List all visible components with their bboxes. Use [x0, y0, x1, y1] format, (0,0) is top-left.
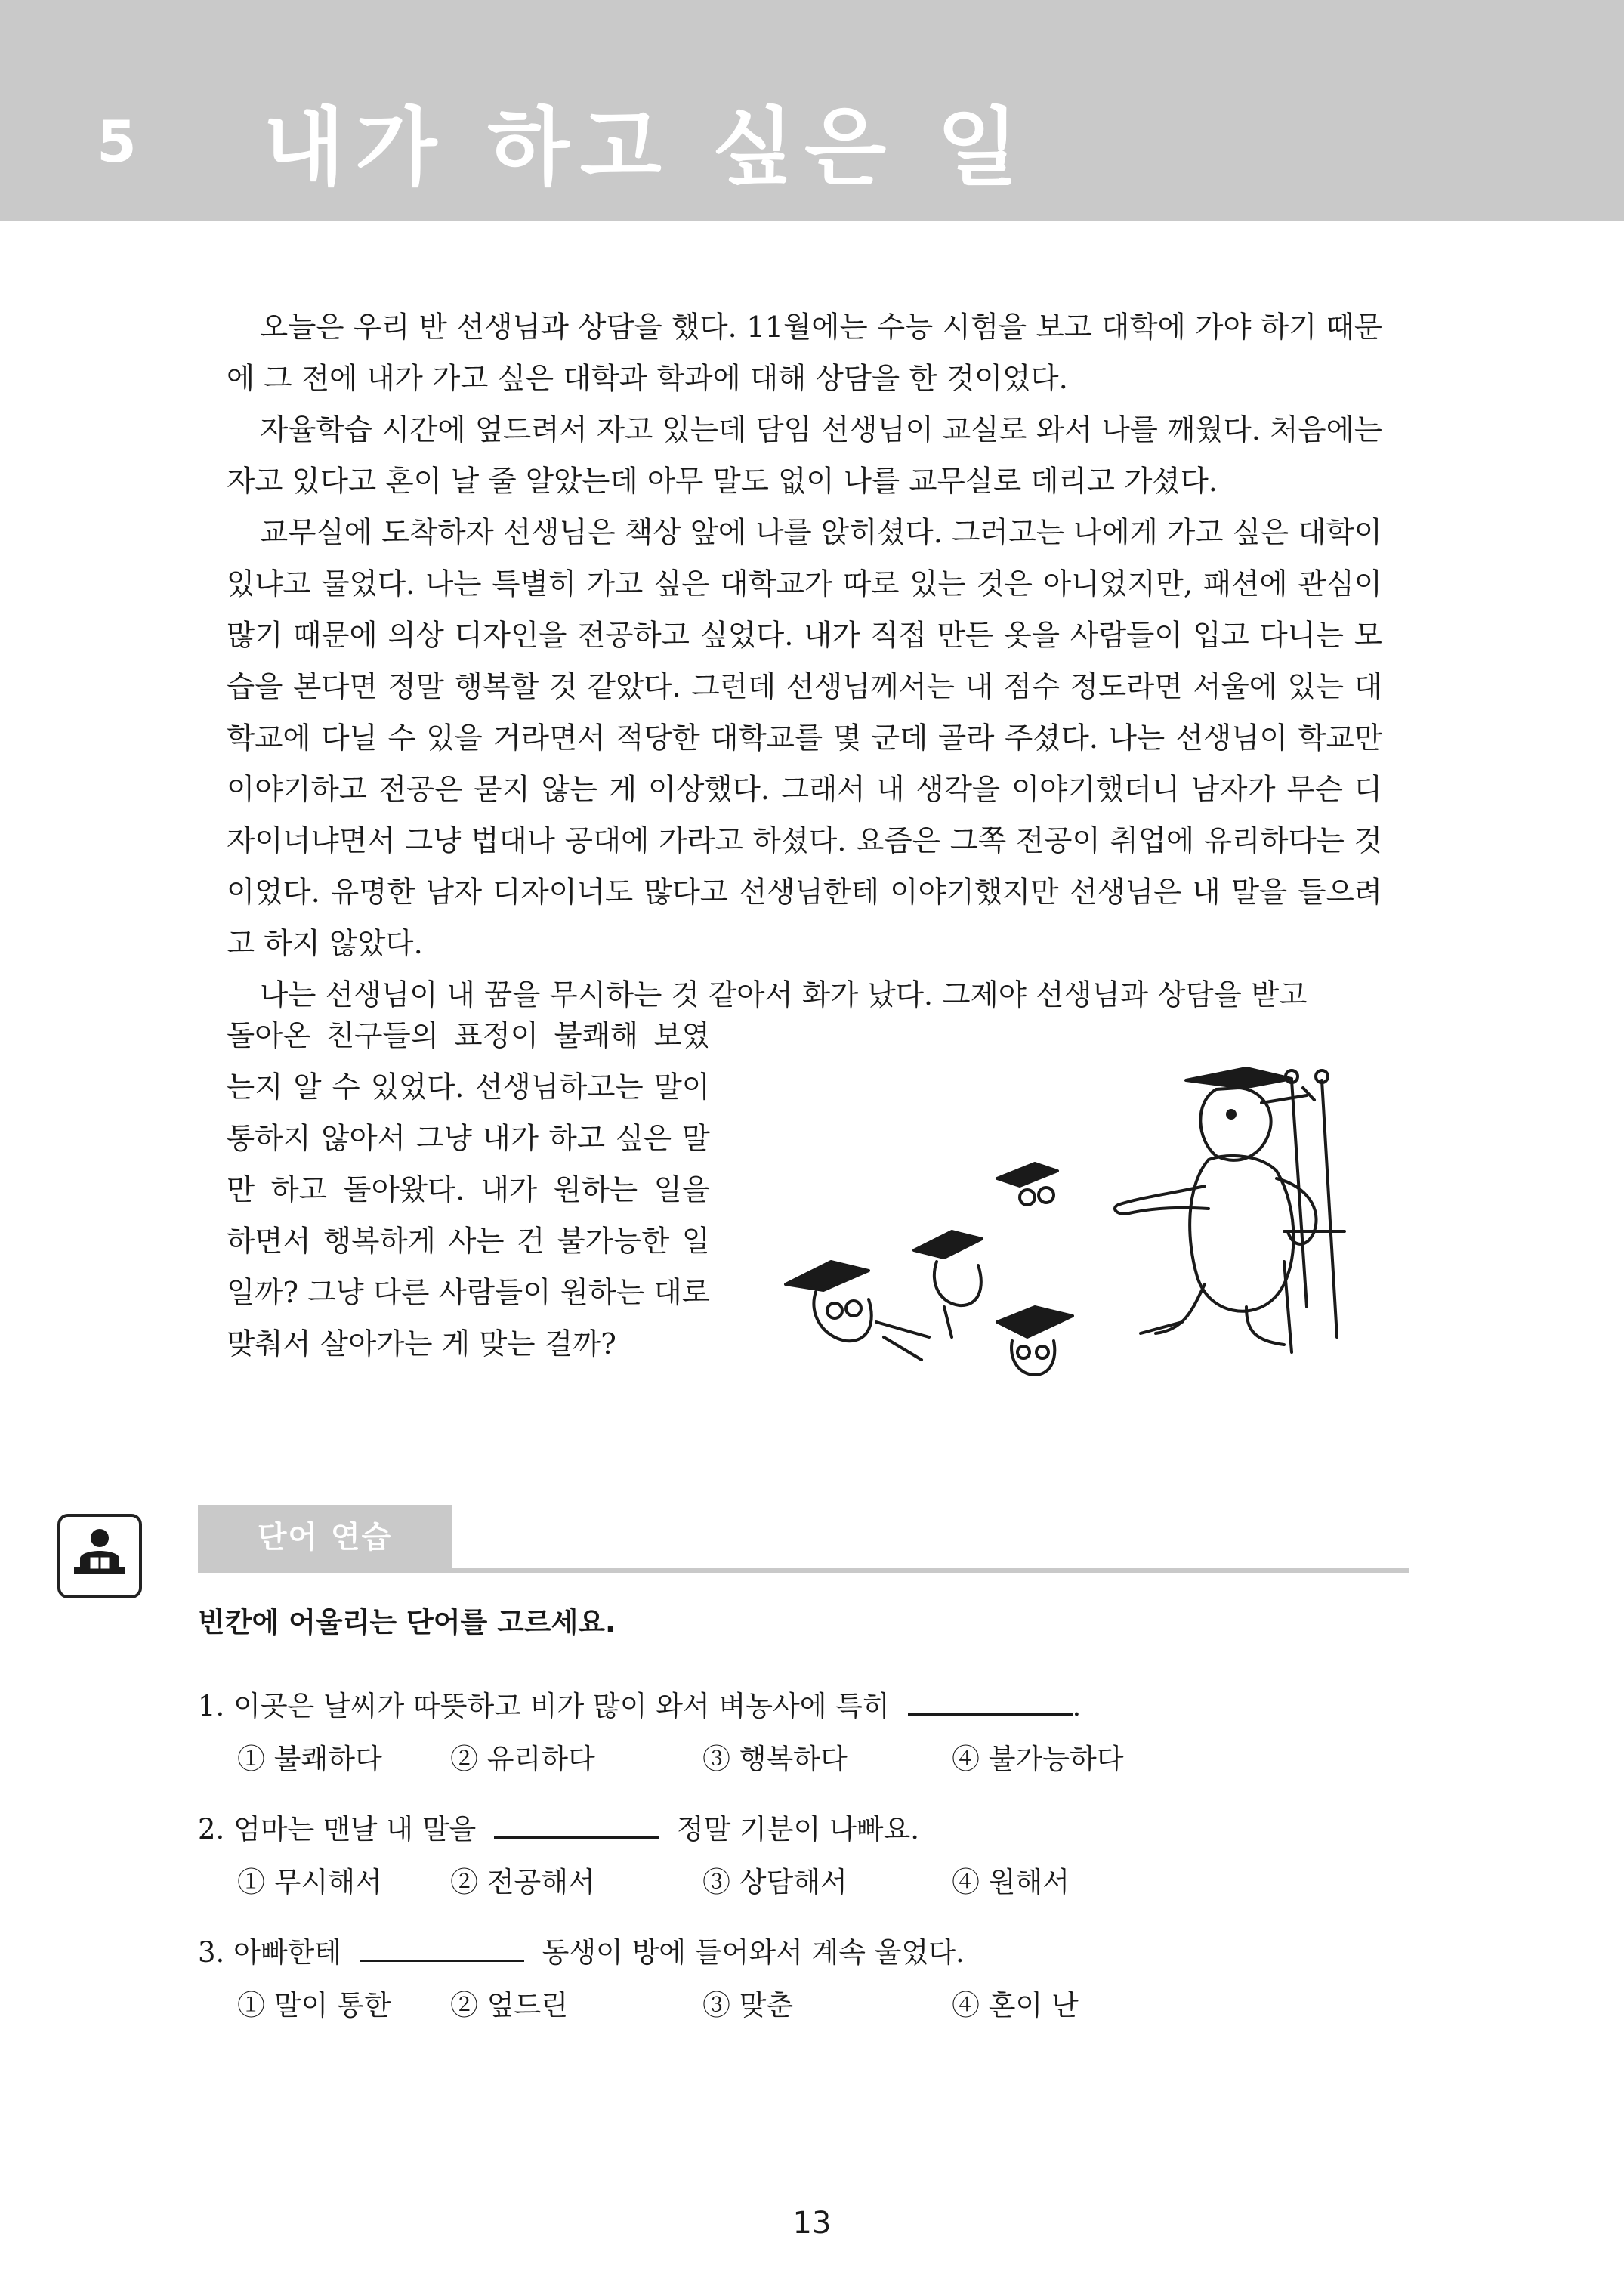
option-4: ④ 혼이 난 [952, 1989, 1079, 2022]
question-number: 3. [198, 1936, 225, 1969]
option-3: ③ 행복하다 [702, 1743, 848, 1775]
student-2 [914, 1231, 982, 1337]
vocab-instruction: 빈칸에 어울리는 단어를 고르세요. [198, 1606, 616, 1639]
student-4 [997, 1307, 1073, 1375]
teacher-bear-illustration [763, 1035, 1382, 1390]
option-1: ① 불쾌하다 [237, 1743, 382, 1775]
chapter-number: 5 [97, 108, 137, 175]
question-text-before: 아빠한테 [233, 1936, 342, 1969]
bear-head [1200, 1088, 1270, 1160]
student-3 [997, 1163, 1057, 1205]
chapter-title: 내가 하고 싶은 일 [263, 99, 1030, 197]
passage-paragraph: 오늘은 우리 반 선생님과 상담을 했다. 11월에는 수능 시험을 보고 대학에 가야 하기 때문에 그 전에 내가 가고 싶은 대학과 학과에 대해 상담을 한 것이었다. [227, 310, 1382, 396]
question-1 [198, 1685, 1406, 1784]
answer-blank [494, 1809, 659, 1839]
reading-passage [227, 302, 1382, 1021]
option-1: ① 무시해서 [237, 1866, 382, 1898]
vocab-section-label: 단어 연습 [198, 1505, 452, 1570]
student-1 [786, 1262, 929, 1360]
page-number: 13 [792, 2206, 832, 2241]
question-text-after: 정말 기분이 나빠요. [676, 1813, 920, 1846]
passage-wrap-text: 돌아온 친구들의 표정이 불쾌해 보였는지 알 수 있었다. 선생님하고는 말이 통하지 않아서 그냥 내가 하고 싶은 말만 하고 돌아왔다. 내가 원하는 일을 하면서 행복하게 사는 건 불가능한 일일까? 그냥 다른 사람들이 원하는 대로 맞춰서 살아가는 게 맞는 걸까? [227, 1019, 710, 1361]
passage-paragraph: 나는 선생님이 내 꿈을 무시하는 것 같아서 화가 났다. 그제야 선생님과 상담을 받고 [260, 978, 1308, 1012]
option-4: ④ 원해서 [952, 1866, 1070, 1898]
question-text-after: 동생이 방에 들어와서 계속 울었다. [542, 1936, 965, 1969]
question-text-after: . [1072, 1690, 1082, 1722]
option-2: ② 전공해서 [450, 1866, 595, 1898]
question-number: 2. [198, 1813, 225, 1846]
answer-blank [360, 1932, 524, 1962]
answer-blank [908, 1686, 1073, 1716]
bear-arm-right [1277, 1178, 1317, 1244]
option-3: ③ 맞춘 [702, 1989, 794, 2022]
option-2: ② 유리하다 [450, 1743, 595, 1775]
option-4: ④ 불가능하다 [952, 1743, 1124, 1775]
question-2 [198, 1808, 1406, 1907]
passage-paragraph: 자율학습 시간에 엎드려서 자고 있는데 담임 선생님이 교실로 와서 나를 깨웠다. 처음에는 자고 있다고 혼이 날 줄 알았는데 아무 말도 없이 나를 교무실로 데리고 가셨다. [227, 413, 1382, 499]
passage-paragraph: 교무실에 도착하자 선생님은 책상 앞에 나를 앉히셨다. 그러고는 나에게 가고 싶은 대학이 있냐고 물었다. 나는 특별히 가고 싶은 대학교가 따로 있는 것은 아니었지만, 패션에 관심이 많기 때문에 의상 디자인을 전공하고 싶었다. 내가 직접 만든 옷을 사람들이 입고 다니는 모습을 본다면 정말 행복할 것 같았다. 그런데 선생님께서는 내 점수 정도라면 서울에 있는 대학교에 다닐 수 있을 거라면서 적당한 대학교를 몇 군데 골라 주셨다. 나는 선생님이 학교만 이야기하고 전공은 묻지 않는 게 이상했다. 그래서 내 생각을 이야기했더니 남자가 무슨 디자이너냐면서 그냥 법대나 공대에 가라고 하셨다. 요즘은 그쪽 전공이 취업에 유리하다는 것이었다. 유명한 남자 디자이너도 많다고 선생님한테 이야기했지만 선생님은 내 말을 들으려고 하지 않았다. [227, 516, 1382, 961]
bear-hat [1186, 1068, 1292, 1088]
option-1: ① 말이 통한 [237, 1989, 391, 2022]
question-number: 1. [198, 1690, 225, 1722]
vocab-divider [198, 1568, 1409, 1573]
bear-leg [1156, 1284, 1284, 1345]
question-text-before: 엄마는 맨날 내 말을 [233, 1813, 477, 1846]
reading-person-icon [57, 1514, 142, 1598]
question-text-before: 이곳은 날씨가 따뜻하고 비가 많이 와서 벼농사에 특히 [233, 1690, 890, 1722]
option-3: ③ 상담해서 [702, 1866, 848, 1898]
option-2: ② 엎드린 [450, 1989, 568, 2022]
question-3 [198, 1931, 1406, 2031]
